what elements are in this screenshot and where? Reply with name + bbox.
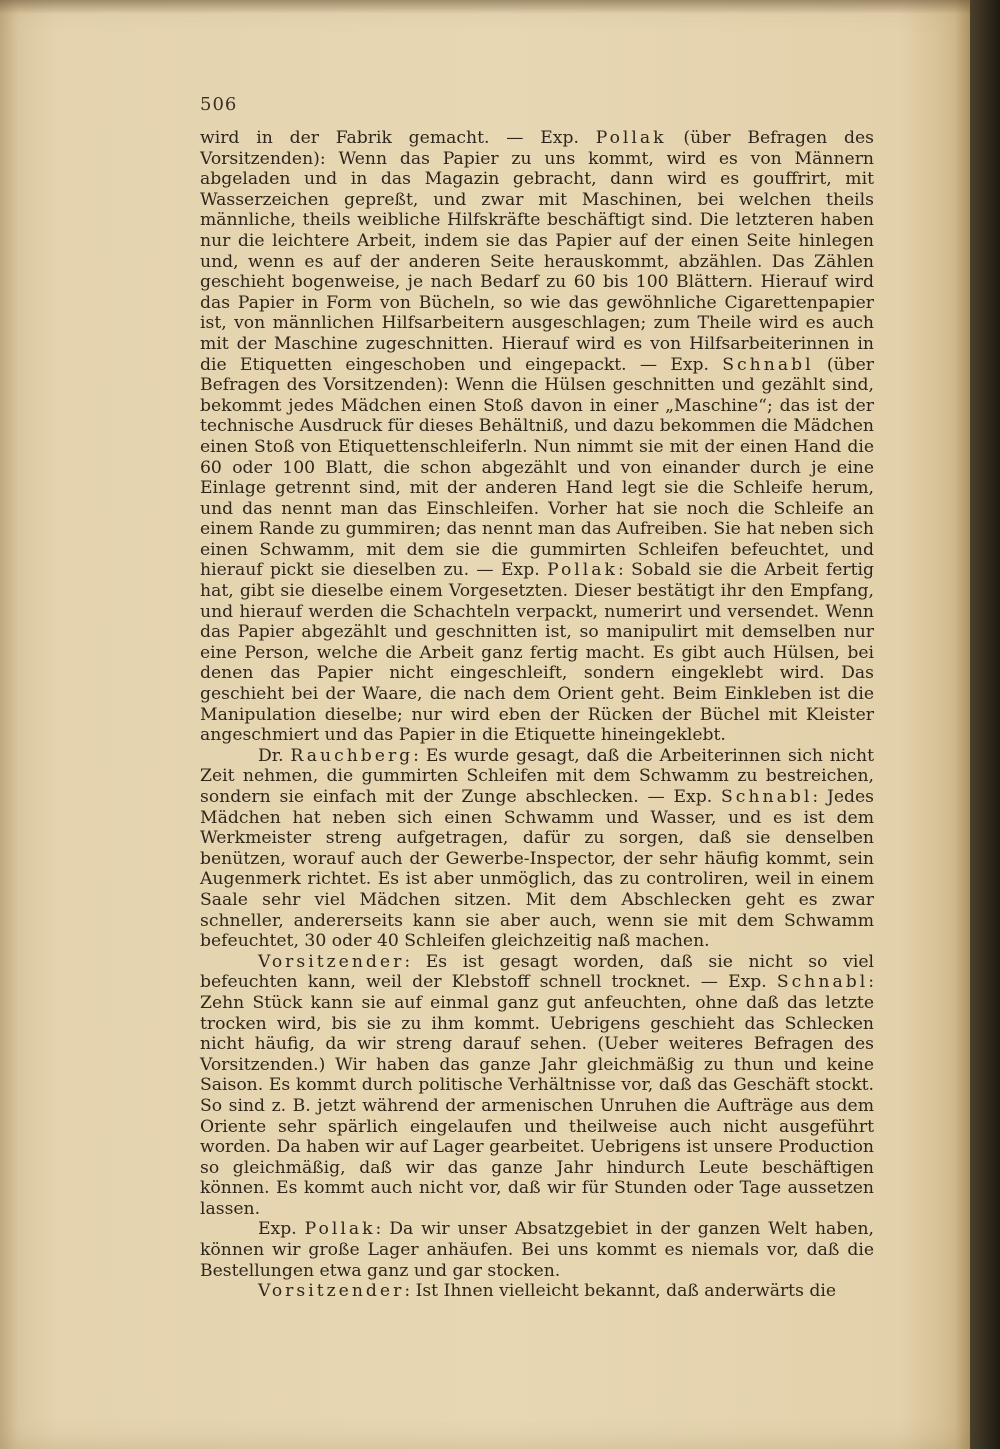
paragraph-text: : Ist Ihnen vielleicht bekannt, daß anderwärts die xyxy=(404,1281,837,1302)
body-text xyxy=(200,128,874,1328)
speaker-name: Rauchberg xyxy=(290,745,414,766)
speaker-name: Vorsitzender xyxy=(258,951,405,972)
paragraph xyxy=(200,1281,874,1302)
paragraph-text: : Sobald sie die Arbeit fertig hat, gibt sie dieselbe einem Vorgesetzten. Dieser bestätigt ihr den Empfang, und hierauf werden die Schachteln verpackt, numerirt und versendet. Wenn das Papier abgezählt und geschnitten ist, so manipulirt mit demselben nur eine Person, welche die Arbeit ganz fertig macht. Es gibt auch Hülsen, bei denen das Papier nicht eingeschleift, sondern eingeklebt wird. Das geschieht bei der Waare, die nach dem Orient geht. Beim Einkleben ist die Manipulation dieselbe; nur wird eben der Rücken der Büchel mit Kleister angeschmiert und das Papier in die Etiquette hineingeklebt. xyxy=(200,560,875,746)
speaker-name: Pollak xyxy=(304,1219,376,1240)
speaker-name: Pollak xyxy=(547,560,618,581)
paragraph-text: Dr. xyxy=(258,745,291,766)
paragraph-text: : Es wurde gesagt, daß die Arbeiterinnen sich nicht Zeit nehmen, die gummirten Schleifen mit dem Schwamm zu bestreichen, sondern sie einfach mit der Zunge abschlecken. — Exp. xyxy=(200,745,874,807)
speaker-name: Schnabl xyxy=(722,354,814,375)
paragraph xyxy=(200,1219,874,1281)
paragraph xyxy=(200,952,874,1220)
speaker-name: Pollak xyxy=(595,128,667,148)
paragraph-text: Exp. xyxy=(258,1219,305,1240)
paragraph xyxy=(200,128,874,746)
book-spine-edge xyxy=(970,0,1000,1449)
paragraph-text: wird in der Fabrik gemacht. — Exp. xyxy=(200,128,596,148)
speaker-name: Vorsitzender xyxy=(258,1281,405,1302)
paragraph-text: : Jedes Mädchen hat neben sich einen Schwamm und Wasser, und es ist dem Werkmeister streng aufgetragen, dafür zu sorgen, daß sie denselben benützen, worauf auch der Gewerbe-Inspector, der sehr häufig kommt, sein Augenmerk richtet. Es ist aber unmöglich, das zu controliren, weil in einem Saale sehr viel Mädchen sitzen. Mit dem Abschlecken geht es zwar schneller, andererseits kann sie aber auch, wenn sie mit dem Schwamm befeuchtet, 30 oder 40 Schleifen gleichzeitig naß machen. xyxy=(200,787,874,952)
paragraph-text: (über Befragen des Vorsitzenden): Wenn die Hülsen geschnitten und gezählt sind, bekommt jedes Mädchen einen Stoß davon in einer „Maschine“; das ist der technische Ausdruck für dieses Behältniß, und dazu bekommen die Mädchen einen Stoß von Etiquettenschleiferln. Nun nimmt sie mit der einen Hand die 60 oder 100 Blatt, die schon abgezählt und von einander durch je eine Einlage getrennt sind, mit der anderen Hand legt sie die Schleife herum, und das nennt man das Einschleifen. Vorher hat sie noch die Schleife an einem Rande zu gummiren; das nennt man das Aufreiben. Sie hat neben sich einen Schwamm, mit dem sie die gummirten Schleifen befeuchtet, und hierauf pickt sie dieselben zu. — Exp. xyxy=(200,354,874,581)
paragraph-text: : Es ist gesagt worden, daß sie nicht so viel befeuchten kann, weil der Klebstoff schnell trocknet. — Exp. xyxy=(200,951,874,993)
paragraph xyxy=(200,746,874,952)
page-top-shadow xyxy=(0,0,970,14)
paragraph-text: (über Befragen des Vorsitzenden): Wenn das Papier zu uns kommt, wird es von Männern abgeladen und in das Magazin gebracht, dann wird es gouffrirt, mit Wasserzeichen gepreßt, und zwar mit Maschinen, bei welchen theils männliche, theils weibliche Hilfskräfte beschäftigt sind. Die letzteren haben nur die leichtere Arbeit, indem sie das Papier auf der einen Seite hinlegen und, wenn es auf der anderen Seite herauskommt, abzählen. Das Zählen geschieht bogenweise, je nach Bedarf zu 60 bis 100 Blättern. Hierauf wird das Papier in Form von Bücheln, so wie das gewöhnliche Cigarettenpapier ist, von männlichen Hilfsarbeitern ausgeschlagen; zum Theile wird es auch mit der Maschine zugeschnitten. Hierauf wird es von Hilfsarbeiterinnen in die Etiquetten eingeschoben und eingepackt. — Exp. xyxy=(200,128,874,375)
page-number: 506 xyxy=(200,94,238,115)
speaker-name: Schnabl xyxy=(776,972,869,993)
paragraph-text: : Zehn Stück kann sie auf einmal ganz gut anfeuchten, ohne daß das letzte trocken wird, bis sie zu ihm kommt. Uebrigens geschieht das Schlecken nicht häufig, da wir streng darauf sehen. (Ueber weiteres Befragen des Vorsitzenden.) Wir haben das ganze Jahr gleichmäßig zu thun und keine Saison. Es kommt durch politische Verhältnisse vor, daß das Geschäft stockt. So sind z. B. jetzt während der armenischen Unruhen die Aufträge aus dem Oriente sehr spärlich eingelaufen und theilweise auch nicht ausgeführt worden. Da haben wir auf Lager gearbeitet. Uebrigens ist unsere Production so gleichmäßig, daß wir das ganze Jahr hindurch Leute beschäftigen können. Es kommt auch nicht vor, daß wir für Stunden oder Tage aussetzen lassen. xyxy=(200,972,874,1219)
speaker-name: Schnabl xyxy=(721,787,813,807)
paragraph-text: : Da wir unser Absatzgebiet in der ganzen Welt haben, können wir große Lager anhäufen. Bei uns kommt es niemals vor, daß die Bestellungen etwa ganz und gar stocken. xyxy=(200,1219,875,1281)
